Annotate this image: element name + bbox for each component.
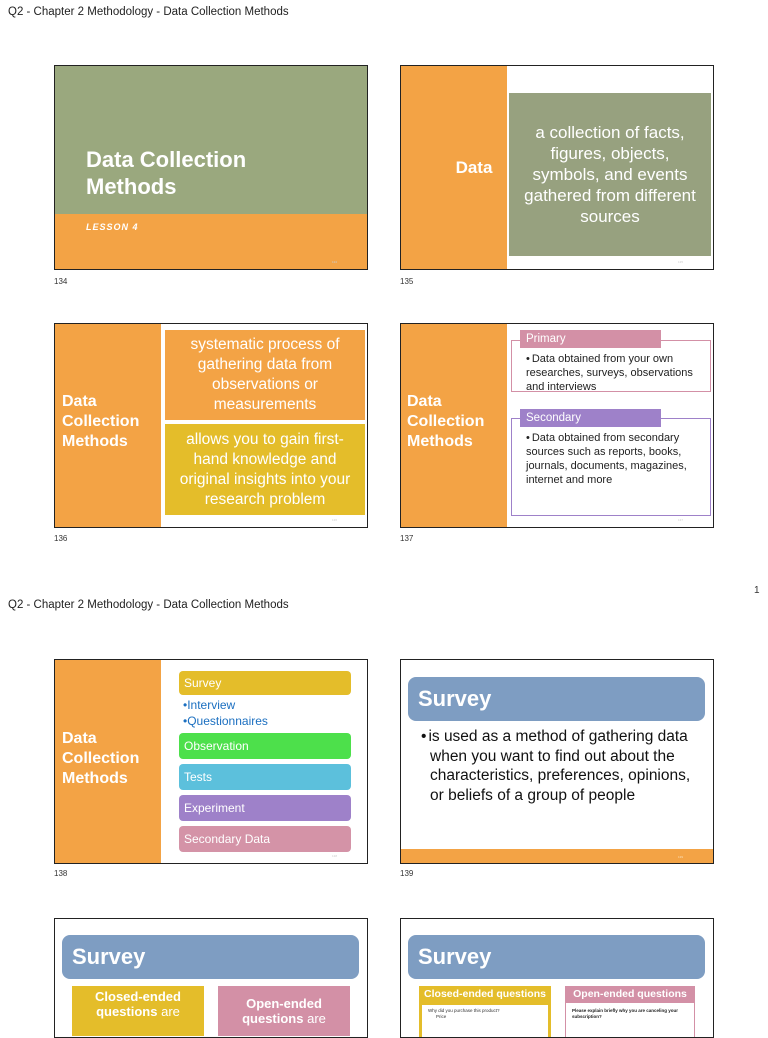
definition-box: a collection of facts, figures, objects, symbols, and events gathered from different sources [509, 93, 711, 256]
primary-label: Primary [520, 330, 661, 348]
closed-ended-header: Closed-ended questions [419, 986, 551, 1002]
page-number: 1 [754, 585, 760, 596]
slide-number: 138 [54, 869, 68, 878]
secondary-text: • Data obtained from secondary sources such as reports, books, journals, documents, magazines, internet and more [526, 431, 706, 487]
footer-band [401, 849, 713, 864]
slide-number: 137 [400, 534, 414, 543]
secondary-box [511, 418, 711, 516]
slide-139 [400, 659, 714, 864]
open-ended-box [218, 986, 350, 1036]
slide-number: 135 [400, 277, 414, 286]
open-ended-heading: Open-ended questions [242, 996, 322, 1026]
closed-ended-option: Price [436, 1014, 447, 1019]
survey-definition: • is used as a method of gathering data when you want to find out about the characteristics, preferences, opinions, or beliefs of a group of people [421, 727, 703, 805]
method-experiment: Experiment [179, 795, 351, 821]
closed-ended-question: Why did you purchase this product? [428, 1008, 500, 1013]
slide-140 [54, 918, 368, 1038]
closed-ended-rest: are [161, 1004, 180, 1019]
slide-subtitle: LESSON 4 [86, 222, 139, 232]
slide-title: Survey [408, 935, 705, 979]
slide-134 [54, 65, 368, 270]
open-ended-header: Open-ended questions [565, 986, 695, 1002]
slide-title: Data Collection Methods [86, 147, 247, 199]
closed-ended-sample [419, 1002, 551, 1038]
page-header: Q2 - Chapter 2 Methodology - Data Collection Methods [8, 6, 289, 18]
slide-body [421, 727, 703, 805]
slide-label: Data [455, 157, 493, 177]
closed-ended-box [72, 986, 204, 1036]
method-secondary-data: Secondary Data [179, 826, 351, 852]
slide-label: Data Collection Methods [407, 393, 485, 450]
slide-number: 136 [54, 534, 68, 543]
definition-box-1: systematic process of gathering data from observations or measurements [165, 330, 365, 420]
definition-box-2: allows you to gain first-hand knowledge and original insights into your research problem [165, 424, 365, 515]
slide-137 [400, 323, 714, 528]
slide-title: Survey [62, 935, 359, 979]
slide-141 [400, 918, 714, 1038]
slide-mini-number: 137 [677, 518, 683, 522]
primary-text: • Data obtained from your own researches, surveys, observations and interviews [526, 352, 706, 394]
open-ended-rest: are [307, 1011, 326, 1026]
slide-label: Data Collection Methods [62, 730, 140, 787]
slide-number: 134 [54, 277, 68, 286]
slide-mini-number: 138 [331, 854, 337, 858]
slide-title: Survey [408, 677, 705, 721]
slide-mini-number: 134 [331, 260, 337, 264]
secondary-label: Secondary [520, 409, 661, 427]
open-ended-sample: Please explain briefly why you are canceling your subscription? [565, 1002, 695, 1038]
slide-mini-number: 135 [677, 260, 683, 264]
slide-135 [400, 65, 714, 270]
page-header: Q2 - Chapter 2 Methodology - Data Collection Methods [8, 599, 289, 611]
method-questionnaires: Questionnaires [187, 714, 268, 728]
method-interview: Interview [187, 698, 236, 712]
slide-mini-number: 139 [677, 855, 683, 859]
slide-136 [54, 323, 368, 528]
slide-label: Data Collection Methods [62, 393, 140, 450]
survey-subitems: •Interview •Questionnaires [183, 698, 268, 728]
method-observation: Observation [179, 733, 351, 759]
slide-number: 139 [400, 869, 414, 878]
closed-ended-heading: Closed-ended questions [95, 989, 181, 1019]
method-survey: Survey [179, 671, 351, 695]
method-tests: Tests [179, 764, 351, 790]
slide-138 [54, 659, 368, 864]
slide-mini-number: 136 [331, 518, 337, 522]
label-panel [401, 66, 507, 269]
